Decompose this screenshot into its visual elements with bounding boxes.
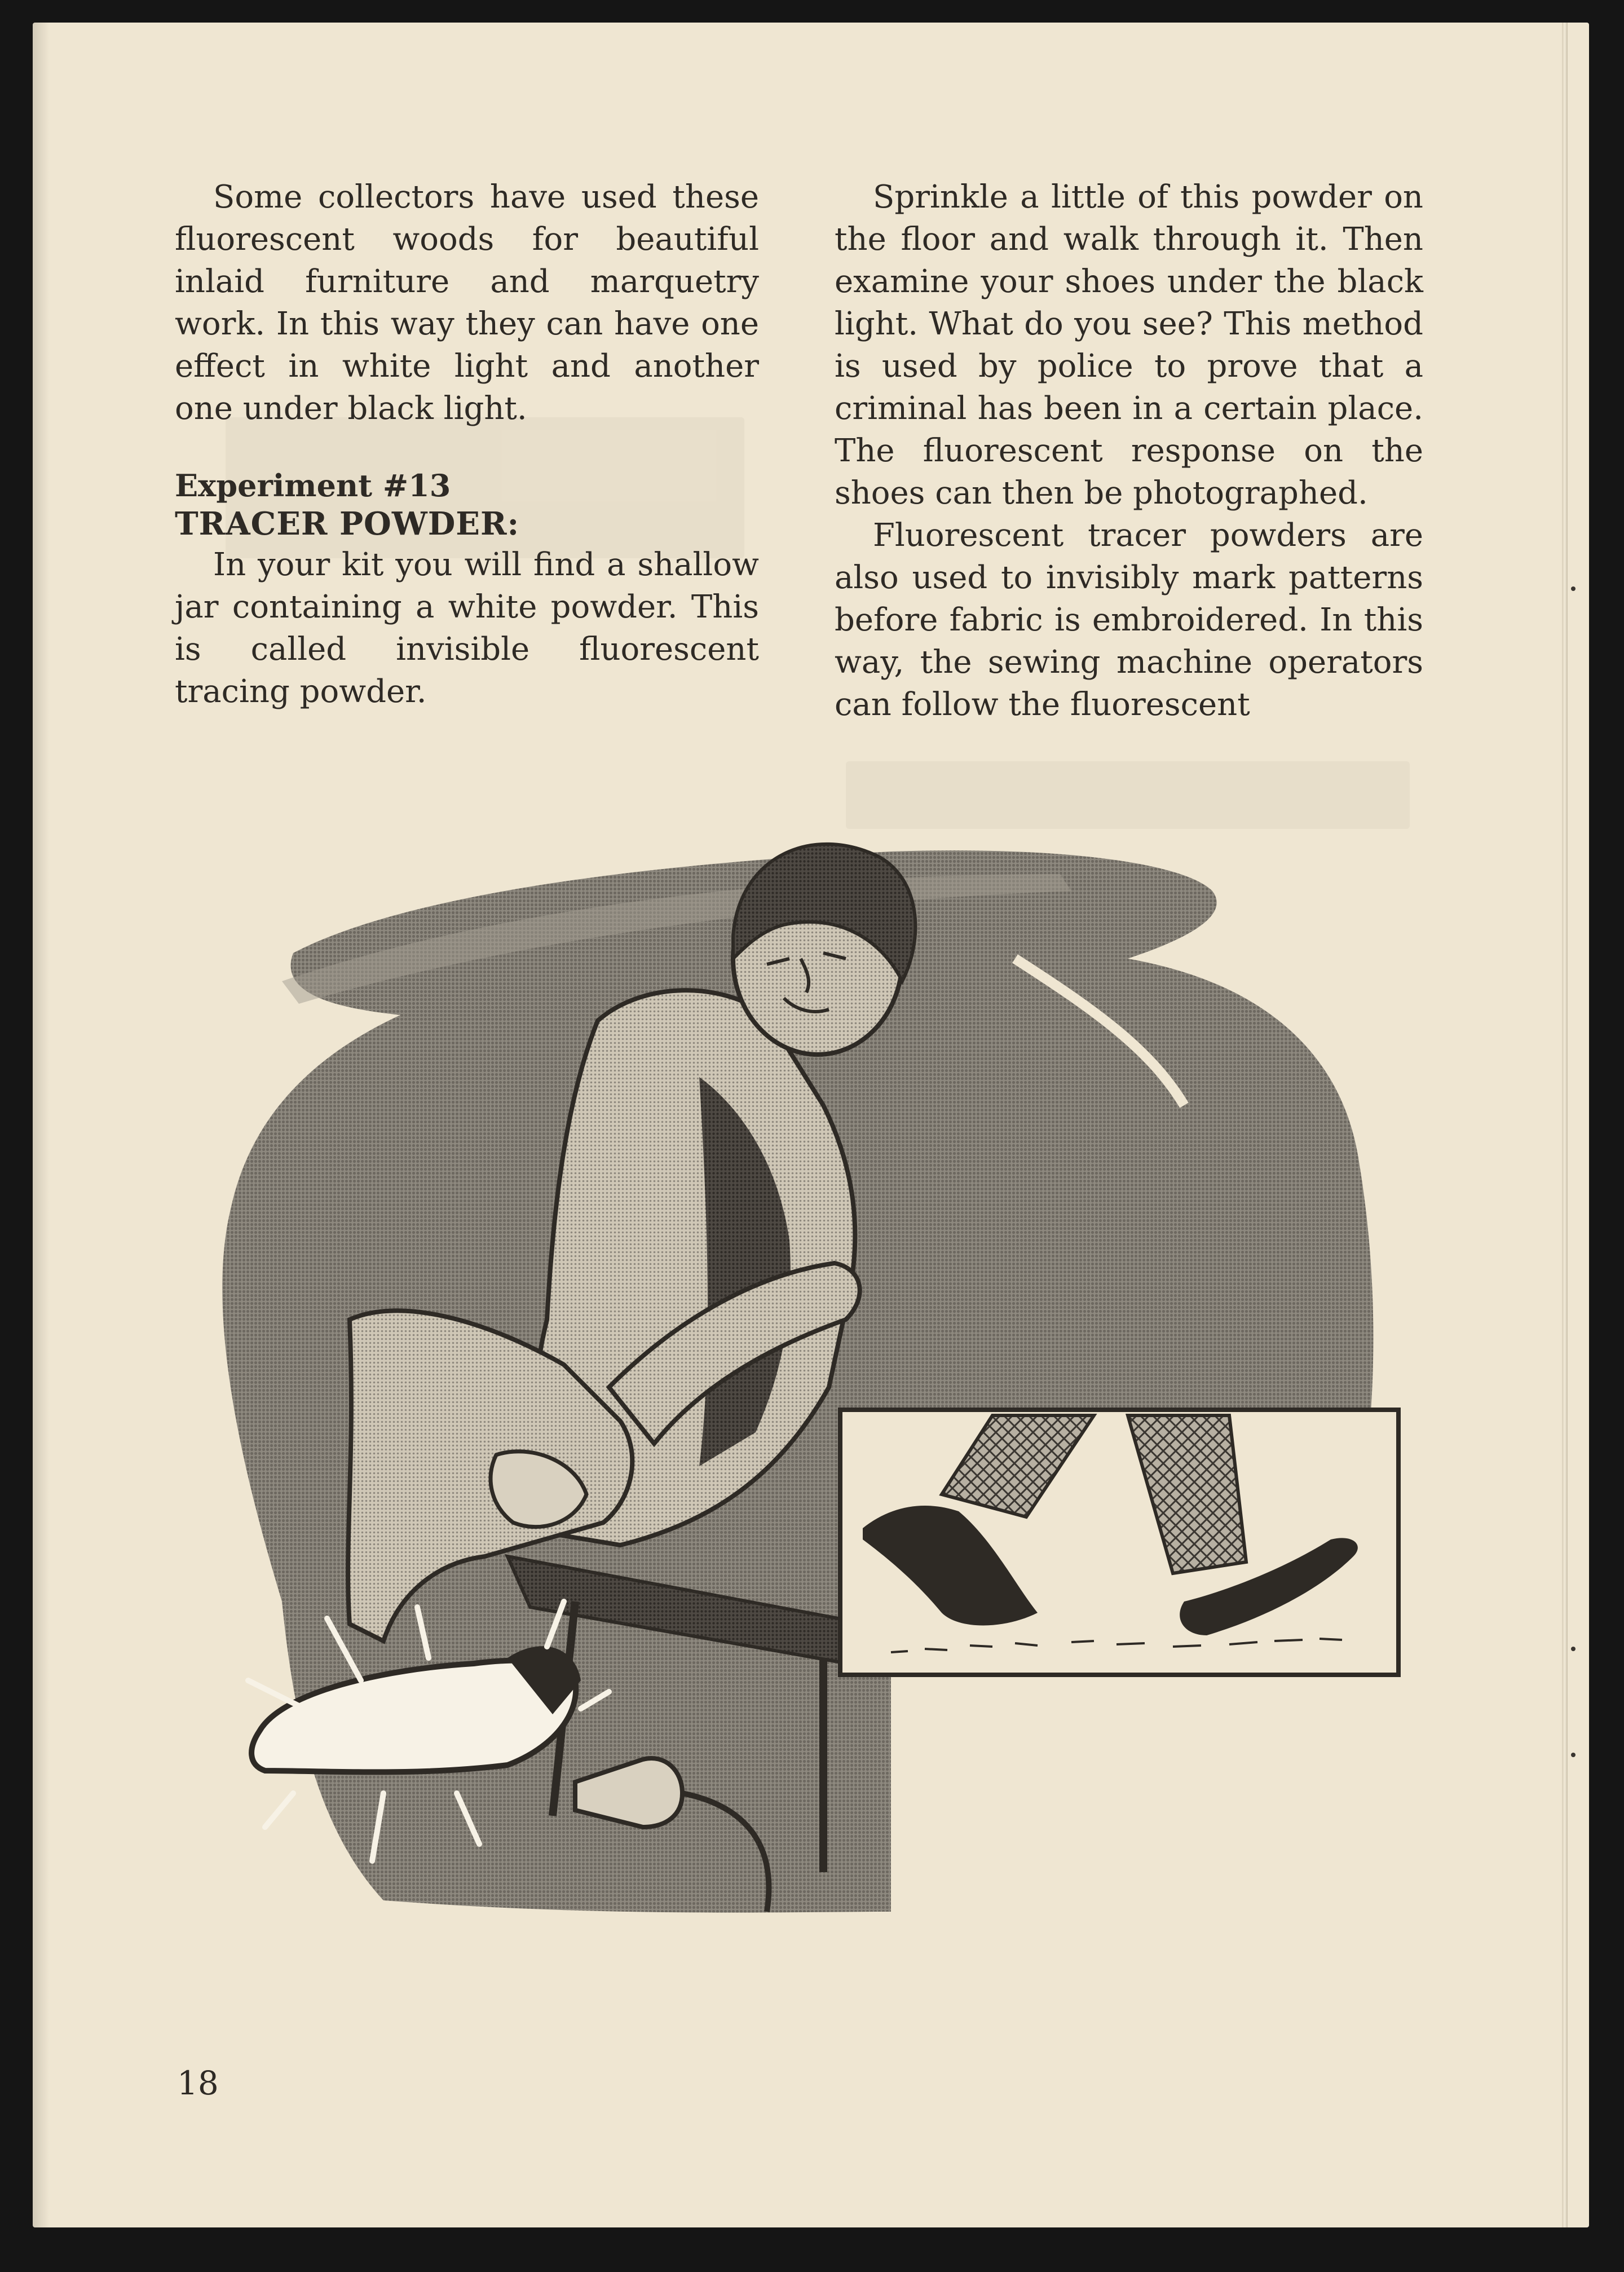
experiment-title: TRACER POWDER: xyxy=(175,505,520,542)
right-text-column xyxy=(835,176,1423,726)
page-edge-mark xyxy=(1571,1753,1576,1757)
intro-paragraph: Some collectors have used these fluorescent woods for beautiful inlaid furniture and marquetry work. In this way they can have one effect in white light and another one under black light. xyxy=(175,179,759,427)
page-edge-mark xyxy=(1571,586,1576,591)
right-paragraph-2: Fluorescent tracer powders are also used to invisibly mark patterns before fabric is embroidered. In this way, the sewing machine operators can follow the fluorescent xyxy=(835,517,1423,723)
experiment-body-paragraph: In your kit you will find a shallow jar containing a white powder. This is called invisible fluorescent tracing powder. xyxy=(175,546,759,710)
right-paragraph-1: Sprinkle a little of this powder on the floor and walk through it. Then examine your shoes under the black light. What do you see? This method is used by police to prove that a criminal has been in a certain place. The fluorescent response on the shoes can then be photographed. xyxy=(835,179,1423,511)
man-examining-shoe-under-black-light-illustration xyxy=(214,812,1427,1968)
experiment-label: Experiment #13 xyxy=(175,467,451,504)
page-number: 18 xyxy=(177,2064,219,2102)
page-spine-edge xyxy=(1562,23,1568,2227)
left-text-column xyxy=(175,176,759,713)
page-shadow xyxy=(33,23,50,2227)
page-edge-mark xyxy=(1571,1647,1576,1651)
walking-feet-footprints-inset-illustration xyxy=(840,1410,1398,1675)
